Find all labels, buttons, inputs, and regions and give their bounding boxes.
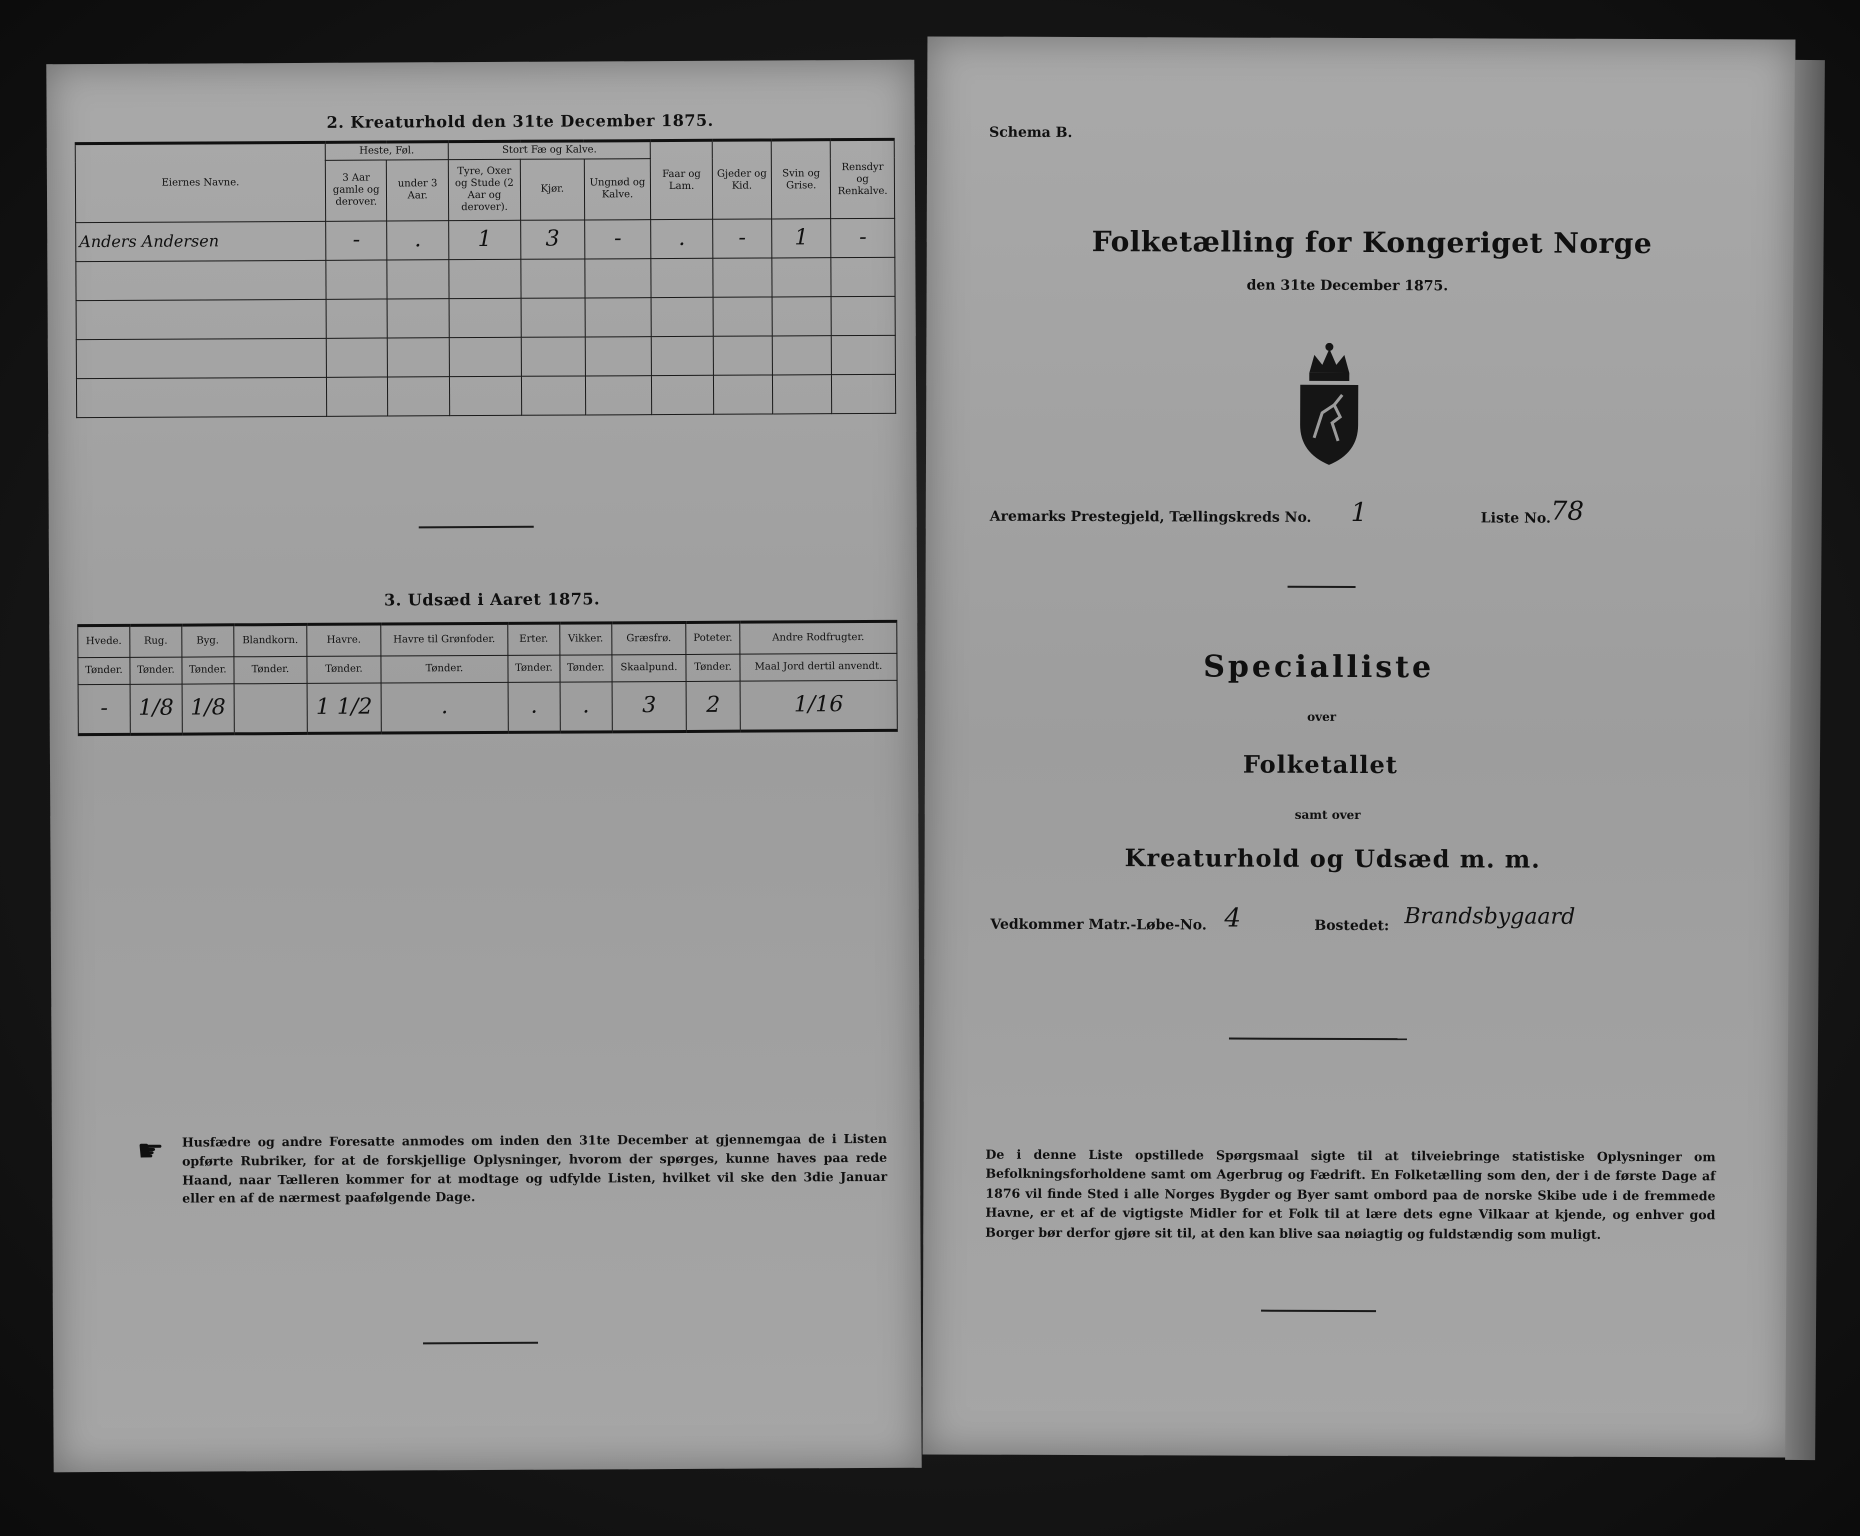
rensdyr-cell: -: [831, 218, 895, 257]
erter-value: .: [508, 682, 560, 732]
section-3-title: 3. Udsæd i Aaret 1875.: [384, 589, 601, 610]
table-row: [78, 680, 897, 734]
rug-value: 1/8: [130, 684, 182, 734]
poteter-header: Poteter.: [686, 622, 740, 654]
rensdyr-header: Rensdyr og Renkalve.: [831, 139, 895, 218]
bostedet-label: Bostedet:: [1314, 917, 1390, 935]
heste-header: Heste, Føl.: [325, 142, 448, 161]
table-row-empty: [76, 335, 895, 378]
svin-header: Svin og Grise.: [771, 140, 831, 219]
liste-number: 78: [1550, 496, 1584, 527]
census-date: den 31te December 1875.: [1246, 277, 1449, 295]
byg-header: Byg.: [182, 625, 234, 657]
intro-text: De i denne Liste opstillede Spørgsmaal sigte til at tilveiebringe statistiske Oplysninger om Befolkningsforholdene samt om Agerbrug og Fædrift. En Folketælling som den, der i de første Dage af 1876 vil finde Sted i alle Norges Bygder og Byer samt ombord paa de norske Skibe ude i de fremmede Havne, er et af de vigtigste Midler for et Folk til at lære dets egne Vilkaar at kjende, og enhver god Borger bør derfor gjøre sit til, at den kan blive saa nøiagtig og fuldstændig som muligt.: [985, 1146, 1716, 1242]
gjeder-cell: -: [712, 219, 771, 258]
unit-label: Tønder.: [560, 655, 612, 682]
unit-label: Skaalpund.: [612, 654, 687, 681]
livestock-table: [75, 138, 896, 418]
heste-young-cell: .: [387, 221, 449, 260]
faar-cell: .: [651, 219, 713, 258]
folketallet-title: Folketallet: [1242, 749, 1398, 780]
kjor-header: Kjør.: [520, 159, 584, 220]
table-row-empty: [76, 296, 895, 339]
unit-label: Tønder.: [307, 656, 381, 683]
pointing-hand-icon: ☛: [136, 1133, 165, 1169]
prestegjeld-label: Aremarks Prestegjeld, Tællingskreds No.: [989, 508, 1312, 526]
havre-header: Havre.: [307, 624, 381, 656]
heste-old-cell: -: [326, 221, 388, 260]
bostedet-value: Brandsbygaard: [1404, 904, 1576, 930]
heste-young-header: under 3 Aar.: [387, 160, 449, 221]
divider: [1229, 1038, 1407, 1041]
heste-old-header: 3 Aar gamle og derover.: [325, 160, 387, 221]
right-page: [923, 36, 1796, 1457]
tyre-header: Tyre, Oxer og Stude (2 Aar og derover).: [448, 159, 521, 220]
divider: [1261, 1310, 1376, 1312]
rug-header: Rug.: [130, 625, 182, 657]
graesfro-header: Græsfrø.: [612, 622, 687, 654]
main-title: Folketælling for Kongeriget Norge: [1091, 225, 1653, 261]
havre-gronfoder-header: Havre til Grønfoder.: [381, 623, 508, 656]
owner-header: Eiernes Navne.: [75, 142, 325, 222]
vikker-header: Vikker.: [560, 623, 612, 655]
blandkorn-header: Blandkorn.: [234, 624, 307, 656]
unit-label: Tønder.: [78, 657, 130, 684]
specialliste-title: Specialliste: [1203, 649, 1435, 686]
svin-cell: 1: [772, 219, 831, 258]
unit-label: Tønder.: [234, 656, 307, 683]
unit-label: Tønder.: [182, 657, 234, 684]
divider: [1288, 586, 1356, 588]
divider: [423, 1342, 538, 1345]
owner-cell: Anders Andersen: [76, 221, 326, 261]
table-row-empty: [76, 257, 895, 300]
ungnod-header: Ungnød og Kalve.: [584, 159, 651, 220]
hvede-value: -: [78, 684, 130, 734]
poteter-value: 2: [686, 681, 740, 731]
faar-header: Faar og Lam.: [651, 140, 713, 219]
kreds-number: 1: [1350, 497, 1368, 529]
tyre-cell: 1: [448, 220, 520, 259]
byg-value: 1/8: [182, 684, 234, 734]
divider: [419, 526, 534, 529]
andre-rodfrugter-value: 1/16: [740, 680, 897, 731]
unit-label: Tønder.: [686, 654, 740, 681]
unit-label: Tønder.: [381, 655, 508, 683]
havre-value: 1 1/2: [307, 683, 381, 733]
left-page: [46, 60, 921, 1473]
ungnod-cell: -: [584, 220, 651, 259]
hvede-header: Hvede.: [78, 625, 130, 657]
samt-over-text: samt over: [1294, 807, 1361, 823]
andre-rodfrugter-header: Andre Rodfrugter.: [740, 621, 897, 654]
blandkorn-value: [234, 683, 308, 733]
erter-header: Erter.: [508, 623, 560, 655]
stort-fae-header: Stort Fæ og Kalve.: [448, 141, 651, 160]
havre-gronfoder-value: .: [381, 682, 508, 733]
norwegian-coat-of-arms-icon: [1294, 343, 1364, 468]
matr-number: 4: [1224, 903, 1241, 934]
table-row: [76, 218, 895, 261]
liste-label: Liste No.: [1480, 510, 1551, 527]
sowing-table: [77, 620, 898, 736]
notice-text: Husfædre og andre Foresatte anmodes om inden den 31te December at gjennemgaa de i Listen opførte Rubriker, for at de forskjellige Oplysninger, hvorom der spørges, kunne haves paa rede Haand, naar Tælleren kommer for at modtage og udfylde Listen, hvilket vil ske den 3die Januar eller en af de nærmest paafølgende Dage.: [181, 1130, 888, 1206]
vikker-value: .: [560, 682, 612, 732]
unit-label: Tønder.: [508, 655, 560, 682]
schema-label: Schema B.: [989, 124, 1073, 141]
over-text: over: [1307, 709, 1337, 724]
table-row-empty: [76, 374, 895, 417]
section-2-title: 2. Kreaturhold den 31te December 1875.: [326, 110, 714, 132]
unit-label: Tønder.: [130, 657, 182, 684]
kjor-cell: 3: [521, 220, 585, 259]
gjeder-header: Gjeder og Kid.: [712, 140, 772, 219]
matr-label: Vedkommer Matr.-Løbe-No.: [990, 916, 1207, 934]
graesfro-value: 3: [612, 681, 687, 731]
kreaturhold-title: Kreaturhold og Udsæd m. m.: [1124, 843, 1541, 874]
unit-label: Maal Jord dertil anvendt.: [740, 653, 897, 681]
